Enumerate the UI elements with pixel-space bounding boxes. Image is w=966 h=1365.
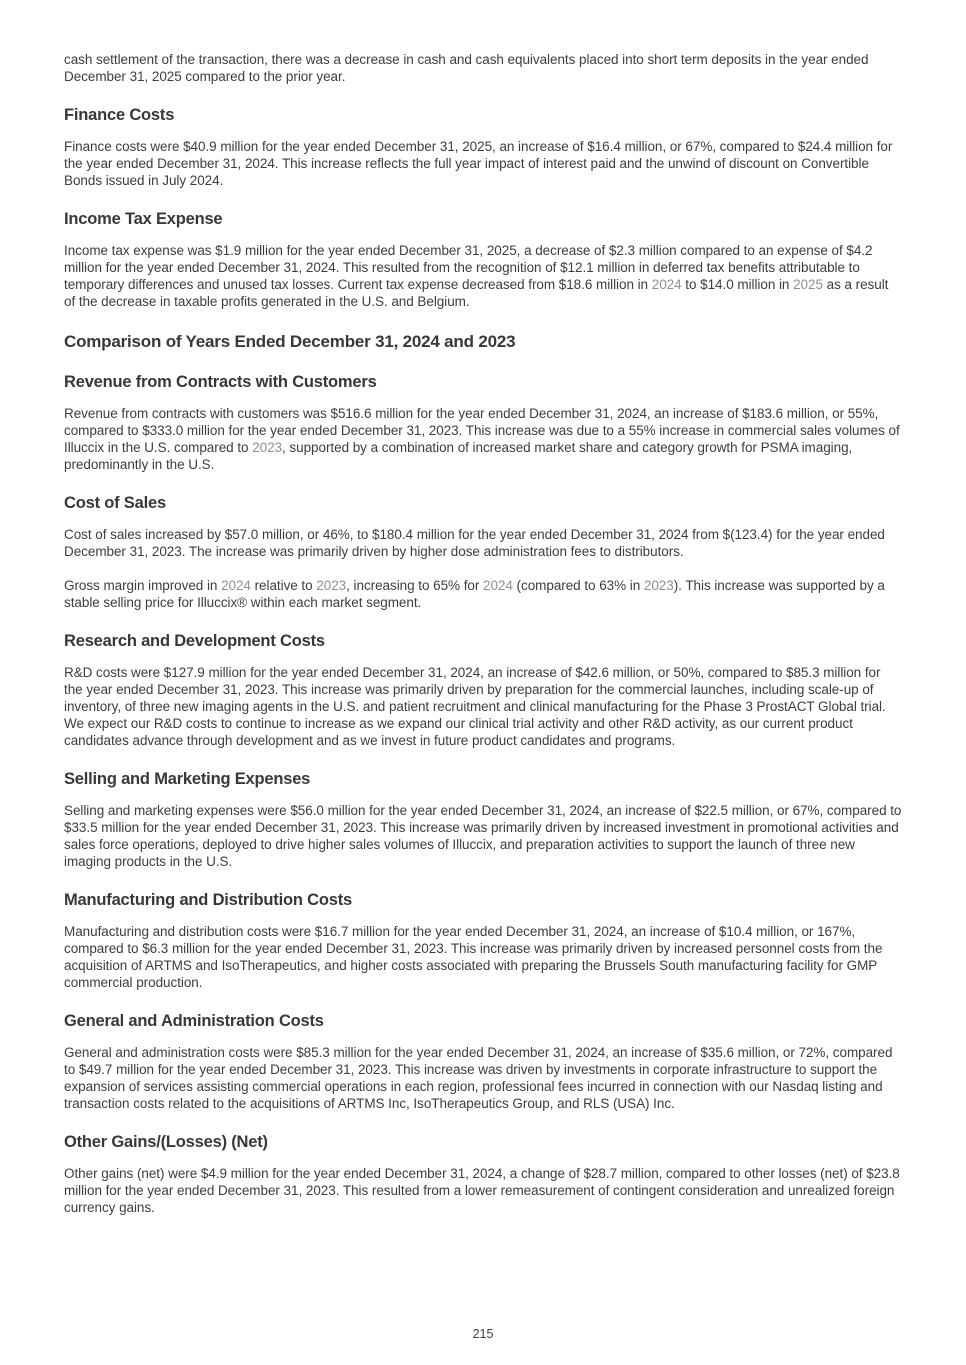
page-number: 215 — [472, 1327, 494, 1341]
paragraph-income-tax-expense: Income tax expense was $1.9 million for the year ended December 31, 2025, a decrease of $2.3 million compared to an expense of $4.2 million for the year ended December 31, 2024. This resulted from the recognition of $12.1 million in deferred tax benefits attributable to temporary differences and unused tax losses. Current tax expense decreased from $18.6 million in 2024 to $14.0 million in 2025 as a result of the decrease in taxable profits generated in the U.S. and Belgium. — [64, 243, 889, 309]
heading-finance-costs: Finance Costs — [64, 106, 175, 124]
paragraph-cash-settlement: cash settlement of the transaction, there was a decrease in cash and cash equivalents placed into short term deposits in the year ended December 31, 2025 compared to the prior year. — [64, 52, 869, 84]
heading-other-gains-losses: Other Gains/(Losses) (Net) — [64, 1133, 268, 1151]
heading-income-tax-expense: Income Tax Expense — [64, 210, 223, 228]
paragraph-finance-costs: Finance costs were $40.9 million for the year ended December 31, 2025, an increase of $16.4 million, or 67%, compared to $24.4 million for the year ended December 31, 2024. This increase reflects the full year impact of interest paid and the unwind of discount on Convertible Bonds issued in July 2024. — [64, 139, 893, 188]
heading-comparison-of-years: Comparison of Years Ended December 31, 2024 and 2023 — [64, 332, 516, 351]
paragraph-research-development-costs: R&D costs were $127.9 million for the year ended December 31, 2024, an increase of $42.6 million, or 50%, compared to $85.3 million for the year ended December 31, 2023. This increase was primarily driven by preparation for the commercial launches, including scale-up of inventory, of three new imaging agents in the U.S. and patient recruitment and clinical manufacturing for the Phase 3 ProstACT Global trial. We expect our R&D costs to continue to increase as we expand our clinical trial activity and other R&D activity, as our current product candidates advance through development and as we invest in future product candidates and programs. — [64, 665, 886, 748]
paragraph-selling-marketing-expenses: Selling and marketing expenses were $56.0 million for the year ended December 31, 2024, an increase of $22.5 million, or 67%, compared to $33.5 million for the year ended December 31, 2023. This increase was primarily driven by increased investment in promotional activities and sales force operations, deployed to drive higher sales volumes of Illuccix, and preparation activities to support the launch of three new imaging products in the U.S. — [64, 803, 902, 869]
heading-revenue-from-contracts: Revenue from Contracts with Customers — [64, 373, 377, 391]
heading-manufacturing-distribution-costs: Manufacturing and Distribution Costs — [64, 891, 352, 909]
heading-cost-of-sales: Cost of Sales — [64, 494, 166, 512]
paragraph-other-gains-losses: Other gains (net) were $4.9 million for the year ended December 31, 2024, a change of $28.7 million, compared to other losses (net) of $23.8 million for the year ended December 31, 2023. This resulted from a lower remeasurement of contingent consideration and unrealized foreign currency gains. — [64, 1166, 900, 1215]
heading-general-administration-costs: General and Administration Costs — [64, 1012, 324, 1030]
heading-selling-marketing-expenses: Selling and Marketing Expenses — [64, 770, 311, 788]
paragraph-gross-margin: Gross margin improved in 2024 relative to 2023, increasing to 65% for 2024 (compared to 63% in 2023). This increase was supported by a stable selling price for Illuccix® within each market segment. — [64, 578, 885, 610]
heading-research-development-costs: Research and Development Costs — [64, 632, 325, 650]
paragraph-general-administration-costs: General and administration costs were $85.3 million for the year ended December 31, 2024, an increase of $35.6 million, or 72%, compared to $49.7 million for the year ended December 31, 2023. This increase was driven by investments in corporate infrastructure to support the expansion of services assisting commercial operations in each region, professional fees incurred in connection with our Nasdaq listing and transaction costs related to the acquisitions of ARTMS Inc, IsoTherapeutics Group, and RLS (USA) Inc. — [64, 1045, 893, 1111]
paragraph-manufacturing-distribution-costs: Manufacturing and distribution costs were $16.7 million for the year ended December 31, 2024, an increase of $10.4 million, or 167%, compared to $6.3 million for the year ended December 31, 2023. This increase was primarily driven by increased personnel costs from the acquisition of ARTMS and IsoTherapeutics, and higher costs associated with preparing the Brussels South manufacturing facility for GMP commercial production. — [64, 924, 883, 990]
paragraph-revenue-from-contracts: Revenue from contracts with customers was $516.6 million for the year ended December 31, 2024, an increase of $183.6 million, or 55%, compared to $333.0 million for the year ended December 31, 2023. This increase was due to a 55% increase in commercial sales volumes of Illuccix in the U.S. compared to 2023, supported by a combination of increased market share and category growth for PSMA imaging, predominantly in the U.S. — [64, 406, 900, 472]
paragraph-cost-of-sales: Cost of sales increased by $57.0 million, or 46%, to $180.4 million for the year ended December 31, 2024 from $(123.4) for the year ended December 31, 2023. The increase was primarily driven by higher dose administration fees to distributors. — [64, 527, 885, 559]
